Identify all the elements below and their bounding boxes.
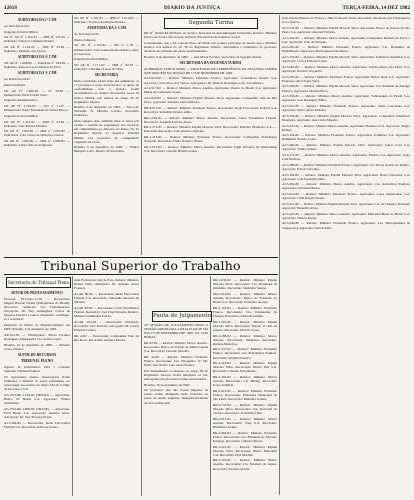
- paragraph: SO AP Nº 1.171-82 — IPM nº 82-81 — Indiciado: Claudinei Lopes da Silva.: [74, 63, 139, 72]
- pauta-heading: Pauta de Julgamento: [152, 311, 212, 322]
- paragraph: RR-2.116-82 — Relator: Ministro Fernando Franco. Recorrente: Cia. Paranaense de Energia. Recorrido: Irineu Kowalski.: [213, 305, 277, 318]
- column-4: [282, 16, 410, 496]
- paragraph: AI-4.917-82 — Relator: Ministro Marco Aurélio. Agravante: Banco do Brasil S.A. Agravado: Maria da Conceição Souza.: [144, 86, 277, 95]
- segunda-turma-heading: Segunda Turma: [164, 18, 258, 29]
- column-rule: [72, 276, 73, 496]
- paragraph: AR-102-82 — Embargante: Mário Ferreira Rodrigues. Embargado: Cia. Souza Lopes.: [4, 332, 70, 341]
- section-subheading: SECRETARIA: [94, 73, 119, 78]
- newspaper-page: [4, 3, 410, 497]
- paragraph: Inquérito Policial Militar: [74, 57, 108, 62]
- paragraph: José Pereira Barreto de Freitas e Júlio Fontoura Viana. Recorrido: Sindicato dos Empregados no Comércio.: [282, 16, 410, 25]
- paragraph: RR-2.288-82 — Relator: Ministro Marco Aurélio. Recorrente: Embratel. Recorrido: Rubens Medeiros.: [213, 333, 277, 346]
- paragraph: AI-5.322-82 — Relator: Ministro Fernando Franco. Agravante: Sadia Concórdia S.A. Agravado: Pedro Alves Teixeira.: [282, 104, 410, 113]
- page-number: 12618: [4, 5, 17, 11]
- secretaria-pleno-heading: Secretaria do Tribunal Pleno: [6, 277, 71, 288]
- issue-date: TERÇA-FEIRA, 14 DEZ 1982: [342, 5, 410, 11]
- column-1-bottom: [4, 289, 70, 496]
- paragraph: Os Agravantes abaixo relacionados ficam intimados a minutar as peças pertinentes, no prazo legal, nos termos do artigo 544 do Código de Processo Civil.: [4, 374, 70, 392]
- section-subheading: SETOR DE PROCESSAMENTO: [11, 291, 63, 295]
- paragraph: Despacho do Exmo. Sr. Ministro-Relator: Ao MPT. Brasília, 3 de dezembro de 1982.: [4, 323, 70, 332]
- paragraph: RR-8.911-81 — Relator: Ministro Fernando Franco. Recorrente: Rede Ferroviária Federal S.A. Recorrido: Sebastião Pereira Lima.: [144, 105, 277, 114]
- paragraph: RR Nº 10.562-82 (Fichário do Serviço Nacional de Aprendizagem Industrial). Relator: Ministro Pereira de Souza. Recorrente: Instituto Nacional de Previdência Social.: [144, 31, 277, 40]
- paragraph: Os processos que não forem julgados na sessão acima designada serão incluídos na pauta da sessão seguinte, independentemente de nova publicação.: [144, 388, 208, 405]
- paragraph: AI-5.396-82 — Recorrente: Rede Ferroviária Federal S.A. Recorrido: Adão de Souza.: [4, 420, 70, 429]
- paragraph: SO AP Nº 1.412-82 — IPM nº 23-82 — Indiciado: João Batista Moreira.: [4, 119, 70, 128]
- paragraph: RR-2.733-82 — Relator: Ministro Pajehú Macedo Silva. Recorrente: Cia. Nacional de Tecidos. Recorrido: Terezinha Lima.: [213, 402, 277, 416]
- section-subheading: TRIBUNAL PLENO: [20, 359, 54, 364]
- section-subheading: AUDITORIA DA 5ª CJM: [86, 26, 127, 31]
- paragraph: SO AP Nº 1.502-82 — PO nº 1.127 — Denunciado: Paulo Fernandes de Souza Barros.: [4, 104, 70, 113]
- column-rule: [141, 15, 142, 255]
- paragraph: Brasília, 6 de dezembro de 1982. — Walter Marques Lobo, Diretor de Secretaria.: [74, 145, 139, 154]
- paragraph: AI-5.380-82 — Relator: Ministro Fernando Franco. Agravante: Cia. Docas do Rio de Janeiro. Agravado: Edson Carvalho.: [282, 162, 410, 171]
- column-3-bottom: [213, 278, 277, 496]
- paragraph: Ao Réu Agravado:: [4, 23, 30, 28]
- paragraph: AI-4.918-82 — Relator: Ministro Pajehú Macedo Silva. Agravante: Companhia Vale do Rio Doce. Agravado: Antonio Carlos Ribeiro.: [144, 96, 277, 105]
- paragraph: RR-1.004-82 — Relator: Ministro Marco Aurélio. Recorrente: Caixa Econômica Federal. Recorrido: Joaquim Ferreira Alves.: [144, 115, 277, 124]
- paragraph: AI-AR 98-82 — Recorrente: Caixa Econômica Federal. Recorrido: José Dias Ferreira. Relator: Ministro Guimarães Falcão.: [74, 305, 139, 318]
- paragraph: RR-2.014-82 — Relator: Ministro Marco Aurélio. Recorrente: Banco do Nordeste do Brasil S.A. Recorrido: Francisco Araújo.: [213, 291, 277, 305]
- paragraph: AI-4.910-82 — Relator: Ministro Fernando Franco. Agravante: Construtora Pereira S.A. Agravado: José Alves dos Santos. Advogados: Dr. Manoel Rodrigues e Dr. João Batista.: [144, 76, 277, 85]
- paragraph: Ao Réu Agravado:: [74, 32, 100, 37]
- paragraph: SO AP Nº 1.504-82 — IPM nº 1.099-82 — Indiciado: Carlos Alberto Fagundes.: [4, 139, 70, 148]
- column-rule: [210, 276, 211, 496]
- paragraph: AI-5.421-82 — Relator: Ministro Pajehú Macedo Silva. Agravante: Cia. de Cimento Portland. Agravado: Benedito Alves.: [282, 201, 410, 210]
- paragraph: Ao Réu Executado:: [4, 77, 31, 82]
- paragraph: SO Nº AP Nº 1.102-81 — IPM Nº 211-81 — Indiciado: Cleyson Clemente Pereira.: [4, 35, 70, 44]
- column-1-top: [4, 16, 70, 254]
- column-3-top: [144, 31, 277, 255]
- paragraph: Processo TST-AR-111-82 — Recorrente: Miguel Bacelar Nunes (Embaixador do Brasil). Recorrido: Sindicato dos Trabalhadores. Advogado: Dr. Ney Ardengheri, Carlos de Queiroz Ferreira e outros. Despacho: certifique-se a secretaria.: [4, 296, 70, 322]
- paragraph: SO AP Nº 1.170-82 — PO nº 1-78 — Denunciados: José Gomes Rocha Irmão e outro (Consórcio).: [74, 43, 139, 56]
- paragraph: RR 52-82 — Relator: Ministro Fernando Franco. Recorrente: Cia. Energética de São Paulo. Recorrido: João Alves Pereira.: [144, 354, 208, 368]
- paragraph: Brasília, 10 de dezembro de 1982. — Orlando Costa, Diretor.: [4, 342, 70, 351]
- paragraph: AI-5.360-82 — Relator: Ministro Pajehú Macedo Silva. Agravante: Souza Cruz S.A. Agravado: Valdir Gomes.: [282, 143, 410, 152]
- publication-name: DIARIO DA JUSTIÇA: [164, 5, 221, 11]
- section-subheading: AUDITORIA DA 2ª CJM: [17, 55, 57, 60]
- paragraph: AI-5.291-82 — Relator: Ministro Fernando Franco. Agravante: Banco Real S.A. Agravado: Francisco das Chagas Silva.: [282, 74, 410, 83]
- paragraph: SO AP Nº 1.102-82 — IPM Nº 23-82 — Indiciado: Marinho dos Santos.: [4, 45, 70, 54]
- section-subheading: SETOR DE RECURSOS: [17, 352, 57, 357]
- paragraph: RR 4-82 — Recorrente: Companhia Vale do Rio Doce. Recorrido: Antonio Pereira.: [74, 333, 139, 342]
- paragraph: AI-5.415-82 — Relator: Ministro Fernando Franco. Agravante: Lojas Americanas S.A. Agravado: Célia Regina Souza.: [282, 192, 410, 201]
- paragraph: SO AP Nº 1.503-82 — IPM nº 1.097-82 — Indiciados: José Carlos de Oliveira e outros.: [4, 129, 70, 138]
- column-rule: [141, 276, 142, 496]
- paragraph: RR-2.201-82 — Relator: Ministro Pajehú Macedo Silva. Recorrente: Estado do Rio de Janeiro. Recorrido: Moacir Lopes.: [213, 319, 277, 332]
- page-header: [4, 3, 410, 14]
- paragraph: AI-5.270-82 — Relator: Ministro Pajehú Macedo Silva. Agravante: Indústrias Reunidas S.A. Agravado: Carlos Eduardo Lima.: [282, 55, 410, 64]
- paragraph: Inquérito Administrativo: [4, 98, 38, 103]
- paragraph: Pauta Ordinária: [74, 37, 96, 42]
- paragraph: AI-5.330-82 — Relator: Ministro Pajehú Macedo Silva. Agravante: Companhia Telefônica Brasileira. Agravado: Ana Lúcia Moreira.: [282, 113, 410, 122]
- paragraph: AI-5.283-82 — Relator: Ministro Marco Aurélio. Agravante: Viação Aérea São Paulo S.A. Agravado: Roberto Nogueira.: [282, 64, 410, 73]
- column-rule: [279, 15, 280, 495]
- paragraph: AI-5.402-82 — Relator: Ministro Marco Aurélio. Agravante: Cia. Antarctica Paulista. Agravado: Osvaldo Ribeiro.: [282, 182, 410, 191]
- section-subheading: AUDITORIA DA 1ª CJM: [17, 18, 57, 22]
- column-2-bottom: [74, 278, 139, 342]
- column-2-pauta: [144, 323, 208, 496]
- paragraph: RR-2.815-82 — Relator: Ministro Marco Aurélio. Recorrente: Vasp S.A. Recorrido: Humberto Araújo.: [213, 416, 277, 429]
- paragraph: RR-1.812-82 — Relator: Ministro Marco Aurélio. Recorrente: Light Serviços de Eletricidade S.A. Recorrido: Geraldo Batista Souza.: [144, 144, 277, 153]
- paragraph: AI-AR 80-82 — Recorrente: Rede Ferroviária Federal S.A. Recorrido: Sebastião Moreira de Oliveira.: [74, 291, 139, 305]
- paragraph: RR 02-82 — Relator: Ministro Marco Aurélio. Recorrente: Banco do Estado de Minas Gerais S.A. Recorrido: Geraldo Martins.: [144, 340, 208, 354]
- paragraph: AI-5.433-82 — Relator: Ministro Marco Aurélio. Agravante: Mercedes-Benz do Brasil S.A. Agravado: Wilson Rocha.: [282, 211, 410, 220]
- paragraph: Inquérito Policial Militar: [4, 29, 38, 34]
- paragraph: AG-TST-RE-1.800-82 (TRT-SP) — Agravante: Ford Brasil S.A. Agravado: Antonio Silva. Advogado: Dr. Ney Proença Doyle.: [4, 406, 70, 419]
- paragraph: Considerando que o Dr. Gerson Pinto de Mello não poderá participar da sessão que o Ministro Relator, nos termos do art. 50 do Regimento Interno, determinou o adiamento do processo, devendo ser incluído em pauta oportunamente.: [144, 40, 277, 53]
- column-rule: [72, 15, 73, 255]
- paragraph: AI-5.250-82 — Relator: Ministro Marco Aurélio. Agravante: Companhia Paulista de Força e Luz. Agravado: João de Oliveira.: [282, 35, 410, 44]
- paragraph: AI-AR 102-82 — Recorrente: Petrobrás. Recorrido: Luiz Ferreira. Advogado: Dr. Carlos Eduardo Lemos.: [74, 319, 139, 332]
- column-2b-bottom: [74, 321, 139, 496]
- paragraph: Em cumprimento ao disposto no artigo 86 do Regimento Interno, ficam intimados os Srs. Advogados dos processos acima relacionados.: [144, 368, 208, 381]
- paragraph: RR-1.271-82 — Relator: Ministro Pajehú Macedo Silva. Recorrente: Petróleo Brasileiro S.A. — Petrobrás. Recorrido: Luiz Antonio Mendes.: [144, 125, 277, 134]
- paragraph: Brasília, 6 de dezembro de 1982. — Ten.-Cel. Sebastião de Oliveira Lobato, Secretário Judiciário.: [74, 105, 139, 118]
- paragraph: RR-3.118-82 — Relator: Ministro Marco Aurélio. Recorrente: Cia. Estadual de Águas. Recorrido: Evaristo Rocha.: [213, 458, 277, 471]
- paragraph: Nesta mesma data, também lidos os autos sob exame, a reunião de julgamento dos recursos, em cumprimento ao disposto no artigo 79, do Regimento Interno do Superior Tribunal Militar, nos processos de competência originária da Corte.: [74, 119, 139, 144]
- paragraph: dade Federal de Juiz de Fora. Relator: Ministro Barata Silva. Advogado: Dr. Antônio Alves Fonseca.: [74, 278, 139, 291]
- paragraph: RR-2.347-82 — Relator: Ministro Fernando Franco. Recorrente: Cia. Siderúrgica Paulista. Recorrido: Ademir Fonseca.: [213, 347, 277, 360]
- paragraph: RR-1.930-82 — Relator: Ministro Pajehú Macedo Silva. Recorrente: Cia. Brasileira de Alumínio. Recorrido: Valdemar Santos.: [213, 278, 277, 291]
- paragraph: SO AP Nº 1.486-82 — Nº 38-82 — Denunciado: Elias Tozoni Silva.: [4, 88, 70, 97]
- paragraph: Nesta conclusão foram lidas nas audiências os 17 processos a cargo deste Relator, os quais, de conformidade com a decisão foram encaminhados ao Senhor Procurador Geral da Justiça Militar, nos termos do artigo 20 do Regimento Interno.: [74, 79, 139, 104]
- paragraph: SO AP Nº 1.181-81 — IPM nº 1.010-82 — Indiciado: Teodoro Rodrigues Pereira.: [74, 16, 139, 25]
- paragraph: Brasília, 10 de dezembro de 1982.: [144, 382, 191, 387]
- paragraph: AG-TST-RE-1.764-82 (TRT-RJ) — Agravante: Banco do Brasil S.A. Agravado: Walter Guimarães.: [4, 392, 70, 406]
- paragraph: SO AP Nº 1.486-82 — Inquérito nº 184-82 — Indiciado: Antonio Lúcio Pereira da Silva.: [4, 61, 70, 70]
- paragraph: Inquérito Policial Militar: [4, 113, 38, 118]
- paragraph: Brasília, 6 de dezembro de 1982. — Ana Maria Ferreira, Secretária da Segunda Turma.: [144, 54, 263, 59]
- paragraph: AI-5.232-82 — Relator: Ministro Pajehú Macedo Silva. Agravante: Banco do Estado de São Paulo S.A. Agravado: Antonio Ferreira.: [282, 25, 410, 34]
- paragraph: RR-2.419-82 — Relator: Ministro Pajehú Macedo Silva. Recorrente: Banco Itaú S.A. Recorrido: Cláudio Nascimento.: [213, 361, 277, 374]
- paragraph: AI-5.352-82 — Relator: Ministro Fernando Franco. Agravante: Usiminas S.A. Agravado: Raimundo Nonato Costa.: [282, 133, 410, 142]
- paragraph: AI-5.394-82 — Relator: Ministro Pajehú Macedo Silva. Agravante: Banco Nacional S.A. Agravado: Luiz Fernando Melo.: [282, 172, 410, 181]
- paragraph: AI-5.371-82 — Relator: Ministro Marco Aurélio. Agravante: Mesbla S.A. Agravado: Jorge Luiz Barbosa.: [282, 152, 410, 162]
- paragraph: RR-2.904-82 — Relator: Ministro Fernando Franco. Recorrente: Cia. Brasileira de Petróleo Ipiranga. Recorrido: Gilberto Moura.: [213, 430, 277, 443]
- paragraph: Agravo de Instrumento Para o Colendo Supremo Tribunal Federal: [4, 365, 70, 374]
- paragraph: RR-2.610-82 — Relator: Ministro Fernando Franco. Recorrente: Prefeitura Municipal de São Paulo. Recorrido: Reinaldo Gomes.: [213, 389, 277, 402]
- paragraph: RR-3.021-82 — Relator: Ministro Pajehú Macedo Silva. Recorrente: Banco Mercantil S.A. Recorrido: Elza Martins.: [213, 444, 277, 457]
- paragraph: AI-5.261-82 — Relator: Ministro Fernando Franco. Agravante: Cia. Brasileira de Distribuição. Agravado: Maria Aparecida Santos.: [282, 45, 410, 54]
- paragraph: ACÓRDÃOS PUBLICADOS — PROCESSOS DE COMPETÊNCIA DA SEGUNDA TURMA QUE SEGUEM NA SESSÃO DE 13 DE DEZEMBRO DE 1982.: [144, 66, 277, 75]
- section-subheading: SECRETARIA DA SEGUNDA TURMA: [179, 60, 242, 65]
- paragraph: 31ª SESSÃO DE JULGAMENTO PARA A SESSÃO ORDINÁRIA A REALIZAR-SE NO DIA 15 DE DEZEMBRO DE 1982, ÀS 13:00 HORAS.: [144, 323, 208, 340]
- section-subheading: AUDITORIA DA 3ª CJM: [17, 71, 57, 76]
- tribunal-banner: Tribunal Superior do Trabalho: [4, 257, 278, 275]
- paragraph: AI-5.446-82 — Relator: Ministro Fernando Franco. Agravante: Cia. Metropolitana de Transportes. Agravado: Nelson Dias.: [282, 221, 410, 230]
- paragraph: RR-1.413-82 — Relator: Ministro Fernando Franco. Recorrente: Companhia Siderúrgica Nacional. Recorrido: Paulo Roberto Nunes.: [144, 135, 277, 144]
- paragraph: AI-5.316-82 — Relator: Ministro Marco Aurélio. Agravante: Volkswagen do Brasil S.A. Agravado: José Rodrigues Filho.: [282, 94, 410, 103]
- paragraph: RR-2.502-82 — Relator: Ministro Marco Aurélio. Recorrente: Cia. Hering. Recorrido: Ivone Schmidt.: [213, 375, 277, 388]
- paragraph: Pauta Ordinária: [4, 82, 26, 87]
- paragraph: AI-5.302-82 — Relator: Ministro Pajehú Macedo Silva. Agravante: Cia. Estadual de Energia Elétrica. Agravado: Manoel Pinto.: [282, 84, 410, 93]
- column-2-top: [74, 16, 139, 254]
- paragraph: AI-5.341-82 — Relator: Ministro Marco Aurélio. Agravante: Bradesco S.A. Agravado: Sérgio Ramos.: [282, 123, 410, 132]
